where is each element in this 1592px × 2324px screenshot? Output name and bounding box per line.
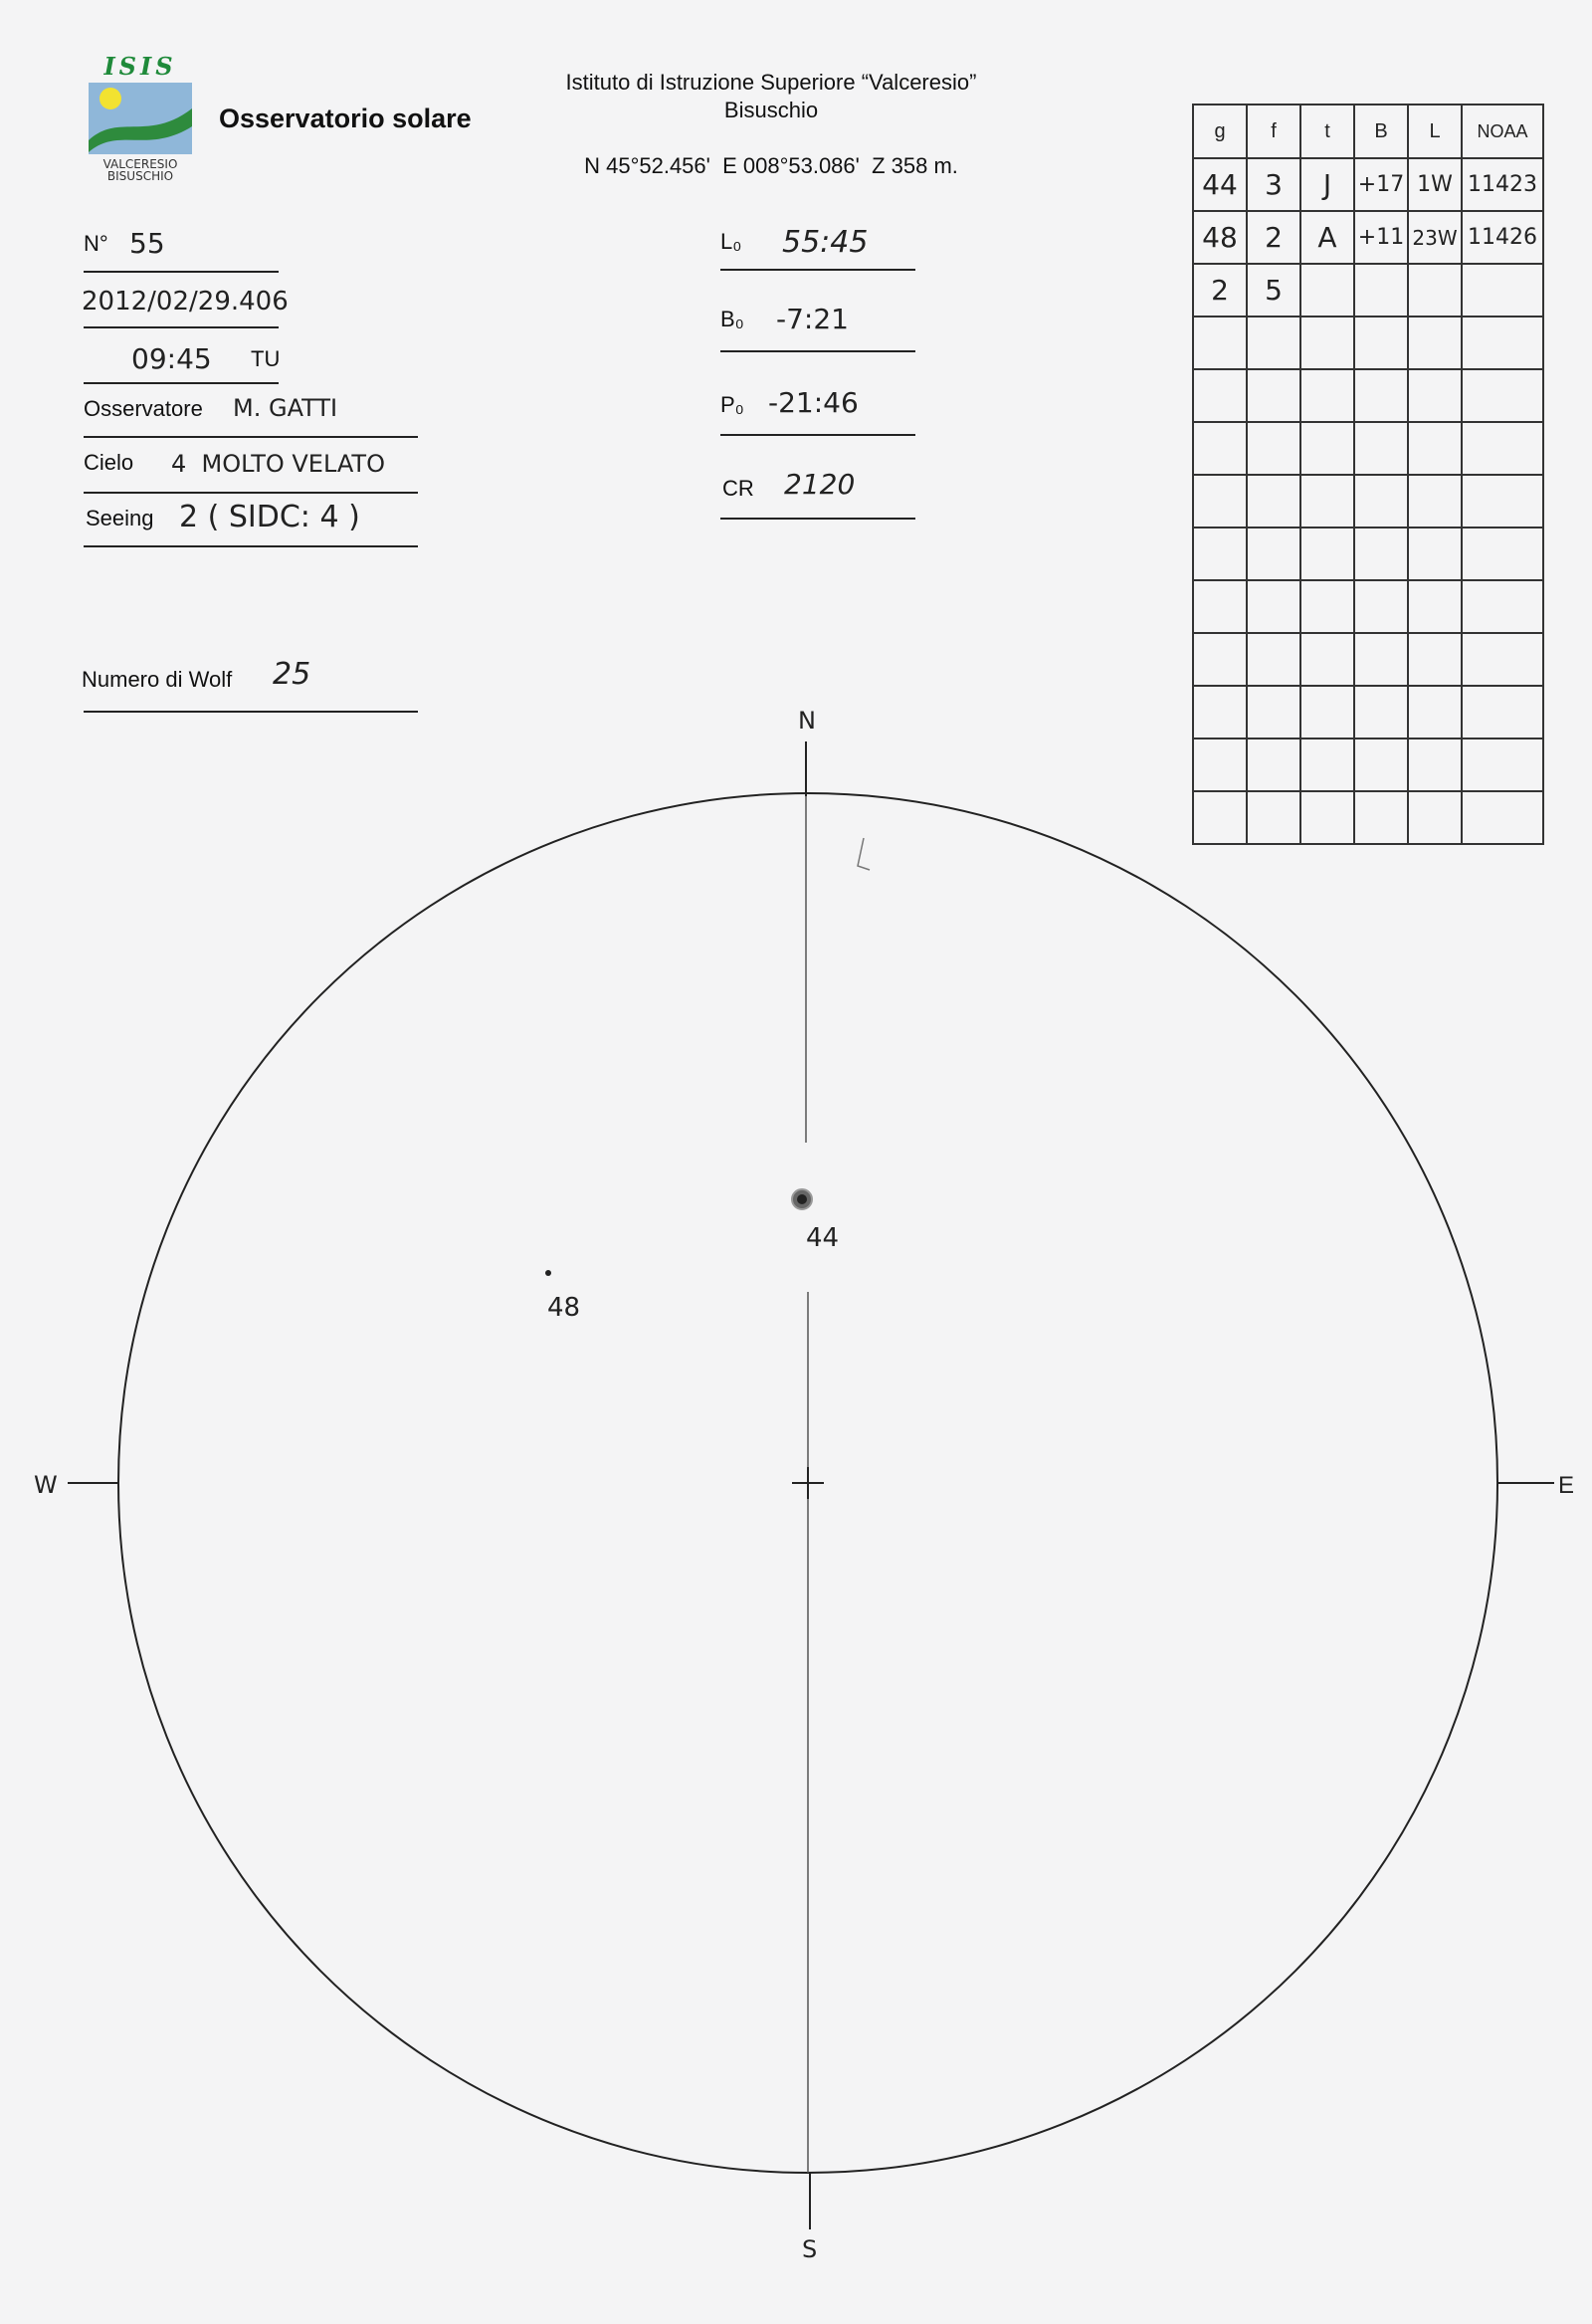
number-value: 55 [129,227,165,260]
table-cell: A [1300,211,1354,264]
north-label: N [798,707,816,735]
table-cell: 44 [1193,158,1247,211]
pencil-mark [858,838,870,870]
sunspot-group-48 [545,1270,551,1276]
table-cell: +17 [1354,158,1408,211]
b0-value: -7:21 [776,303,849,335]
date-value: 2012/02/29.406 [82,287,289,317]
p0-label: P₀ [720,392,744,417]
table-cell: 11423 [1462,158,1543,211]
west-label: W [34,1471,58,1499]
table-cell: 2 [1247,211,1300,264]
wolf-value: 25 [273,657,311,692]
observatory-coords: N 45°52.456' E 008°53.086' Z 358 m. [584,153,958,178]
table-cell: 5 [1247,264,1300,317]
table-cell: J [1300,158,1354,211]
observer-label: Osservatore [84,396,203,421]
cr-label: CR [722,476,754,501]
number-label: N° [84,231,108,256]
sky-value: 4 MOLTO VELATO [171,450,385,478]
wolf-label: Numero di Wolf [82,667,233,692]
logo-line1: VALCERESIO [102,157,178,171]
b0-label: B₀ [720,307,744,331]
seeing-label: Seeing [86,506,154,530]
header-noaa: NOAA [1462,105,1543,158]
time-value: 09:45 [131,342,212,375]
header-b: B [1354,105,1408,158]
time-unit: TU [251,346,281,371]
sky-label: Cielo [84,450,134,475]
header-l: L [1408,105,1462,158]
table-cell: 11426 [1462,211,1543,264]
institute-city: Bisuschio [723,98,819,122]
header-f: f [1247,105,1300,158]
group-label-48: 48 [547,1293,581,1323]
institute-name: Istituto di Istruzione Superiore “Valceresio” [565,70,977,95]
table-cell: 1W [1408,158,1462,211]
east-label: E [1558,1472,1575,1499]
table-cell: 48 [1193,211,1247,264]
group-label-44: 44 [806,1223,840,1253]
logo-top-text: ISIS [103,52,177,81]
p0-value: -21:46 [768,386,859,419]
table-cell: 2 [1193,264,1247,317]
sunspot-umbra-44 [797,1194,807,1204]
observatory-title: Osservatorio solare [219,104,472,133]
seeing-value: 2 ( SIDC: 4 ) [179,500,360,534]
header-t: t [1300,105,1354,158]
table-cell: +11 [1354,211,1408,264]
logo-line2: BISUSCHIO [106,169,174,183]
l0-label: L₀ [720,229,742,254]
l0-value: 55:45 [782,225,869,260]
table-cell: 23W [1408,211,1462,264]
table-cell: 3 [1247,158,1300,211]
observer-value: M. GATTI [233,394,338,422]
header-g: g [1193,105,1247,158]
south-label: S [802,2235,818,2263]
cr-value: 2120 [784,468,856,501]
